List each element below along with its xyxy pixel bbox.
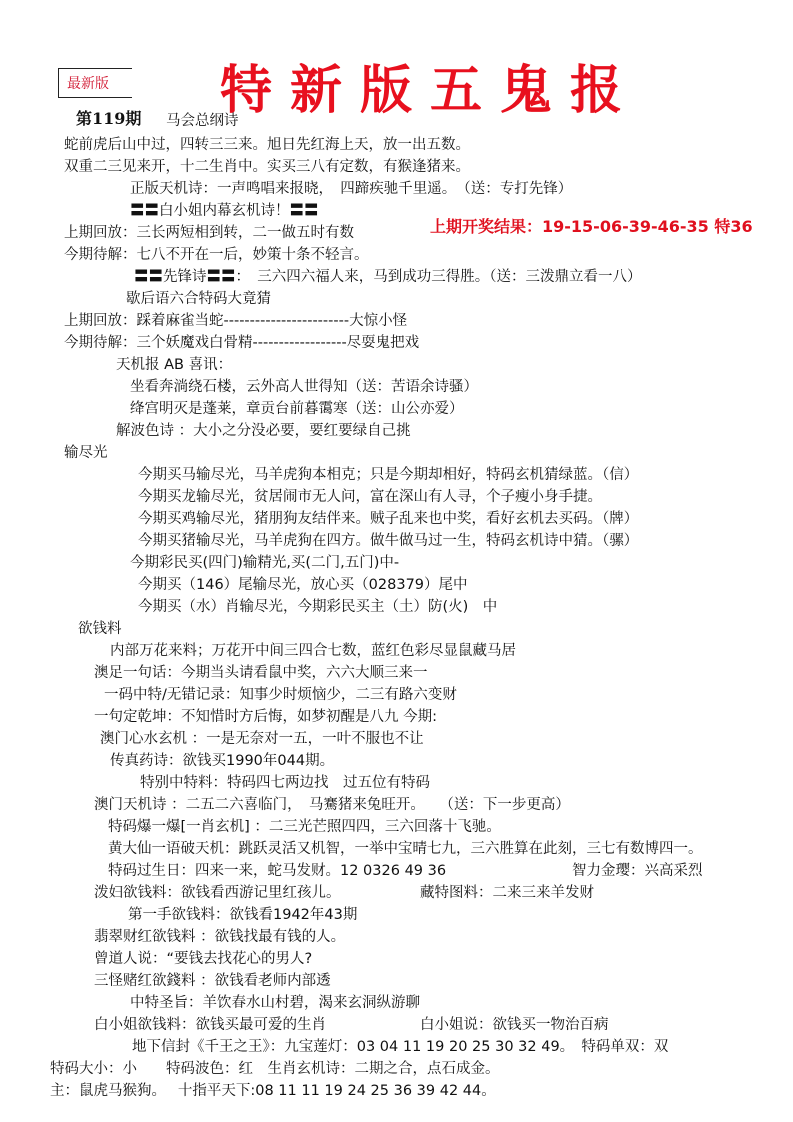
text-line: 蛇前虎后山中过，四转三三来。旭日先红海上天，放一出五数。 — [64, 137, 470, 153]
text-line: 绛宫明灭是蓬莱，章贡台前暮霭寒（送：山公亦爱） — [130, 401, 464, 417]
text-line: 天机报 AB 喜讯： — [116, 357, 233, 373]
text-line: 坐看奔淌绕石楼，云外高人世得知（送：苦语余诗骚） — [130, 379, 478, 395]
text-line: 曾道人说：“要钱去找花心的男人? — [94, 951, 313, 967]
text-line: 特别中特料：特码四七两边找 过五位有特码 — [140, 775, 430, 791]
text-line: 藏特图料：二来三来羊发财 — [420, 885, 594, 901]
text-line: 双重二三见来开，十二生肖中。实买三八有定数，有猴逢猪来。 — [64, 159, 470, 175]
text-line: 今期买（146）尾输尽光，放心买（028379）尾中 — [138, 577, 468, 593]
text-line: 上期回放：踩着麻雀当蛇------------------------大惊小怪 — [64, 313, 408, 329]
text-line: 今期买龙输尽光，贫居闹市无人问，富在深山有人寻，个子瘦小身手捷。 — [138, 489, 602, 505]
text-line: 黄大仙一语破天机：跳跃灵活又机智，一举中宝晴七九，三六胜算在此刻，三七有数博四一。 — [108, 841, 703, 857]
page-title: 特新版五鬼报 — [220, 60, 641, 121]
text-line: 翡翠财红欲钱料 ：欲钱找最有钱的人。 — [94, 929, 346, 945]
text-line: 今期买猪输尽光，马羊虎狗在四方。做牛做马过一生，特码玄机诗中猜。（骡） — [138, 533, 639, 549]
text-line: 智力金璎：兴高采烈 — [572, 863, 703, 879]
issue-number: 第119期 — [76, 109, 142, 128]
text-line: 一句定乾坤：不知惜时方后悔，如梦初醒是八九 今期: — [94, 709, 437, 725]
text-line: 特码大小：小 特码波色：红 生肖玄机诗：二期之合，点石成金。 — [50, 1061, 500, 1077]
text-line: 今期买马输尽光，马羊虎狗本相克；只是今期却相好，特码玄机猜绿蓝。（信） — [138, 467, 639, 483]
text-line: 今期买（水）肖输尽光，今期彩民买主（土）防(火) 中 — [138, 599, 498, 615]
text-line: 中特圣旨：羊饮春水山村碧，渴来玄洞纵游聊 — [130, 995, 420, 1011]
text-line: 一码中特/无错记录：知事少时烦恼少，二三有路六变财 — [104, 687, 457, 703]
text-line: 正版天机诗：一声鸣唱来报晓， 四蹄疾驰千里遥。 （送：专打先锋） — [130, 181, 573, 197]
text-line: 内部万花来料；万花开中间三四合七数，蓝红色彩尽显鼠藏马居 — [110, 643, 516, 659]
text-line: 白小姐欲钱料：欲钱买最可爱的生肖 — [94, 1017, 326, 1033]
text-line: 澳门心水玄机 ：一是无奈对一五，一叶不服也不让 — [100, 731, 424, 747]
text-line: 特码爆一爆[一肖玄机] ：二三光芒照四四，三六回落十飞驰。 — [108, 819, 501, 835]
latest-version-badge: 最新版 — [58, 68, 132, 98]
text-line: 欲钱料 — [78, 621, 122, 637]
text-line: 上期回放：三长两短相到转，二一做五时有数 — [64, 225, 354, 241]
text-line: 地下信封《千王之王》：九宝莲灯：03 04 11 19 20 25 30 32 49。 特码单双：双 — [132, 1039, 669, 1055]
text-line: 澳门天机诗 ：二五二六喜临门， 马騫猪来兔旺开。 （送：下一步更高） — [94, 797, 570, 813]
text-line: 传真药诗：欲钱买1990年044期。 — [110, 753, 335, 769]
text-line: 三怪赌红欲錢料 ：欲钱看老师内部透 — [94, 973, 331, 989]
text-line: 〓〓白小姐内幕玄机诗！〓〓 — [130, 203, 319, 219]
text-line: 输尽光 — [64, 445, 108, 461]
text-line: 泼妇欲钱料：欲钱看西游记里红孩儿。 — [94, 885, 341, 901]
text-line: 解波色诗 ：大小之分没必要，要红要绿自己挑 — [116, 423, 411, 439]
text-line: 第一手欲钱料：欲钱看1942年43期 — [128, 907, 358, 923]
text-line: 主：鼠虎马猴狗。 十指平天下:08 11 11 19 24 25 36 39 42 44。 — [50, 1083, 496, 1099]
text-line: 今期买鸡输尽光，猪朋狗友结伴来。贼子乱来也中奖，看好玄机去买码。（牌） — [138, 511, 639, 527]
last-draw-result: 上期开奖结果：19-15-06-39-46-35 特36 — [430, 217, 753, 236]
text-line: 歇后语六合特码大竟猜 — [126, 291, 271, 307]
text-line: 澳足一句话：今期当头请看鼠中奖，六六大顺三来一 — [94, 665, 428, 681]
text-line: 〓〓先锋诗〓〓： 三六四六福人来，马到成功三得胜。（送：三泼鼎立看一八） — [134, 269, 642, 285]
subtitle: 马会总纲诗 — [166, 113, 239, 129]
text-line: 今期待解：七八不开在一后，妙策十条不轻言。 — [64, 247, 369, 263]
text-line: 白小姐说：欲钱买一物治百病 — [420, 1017, 609, 1033]
text-line: 今期彩民买(四门)输精光,买(二门,五门)中- — [130, 555, 400, 571]
text-line: 今期待解：三个妖魔戏白骨精------------------尽耍鬼把戏 — [64, 335, 420, 351]
text-line: 特码过生日：四来一来，蛇马发财。12 0326 49 36 — [108, 863, 447, 879]
